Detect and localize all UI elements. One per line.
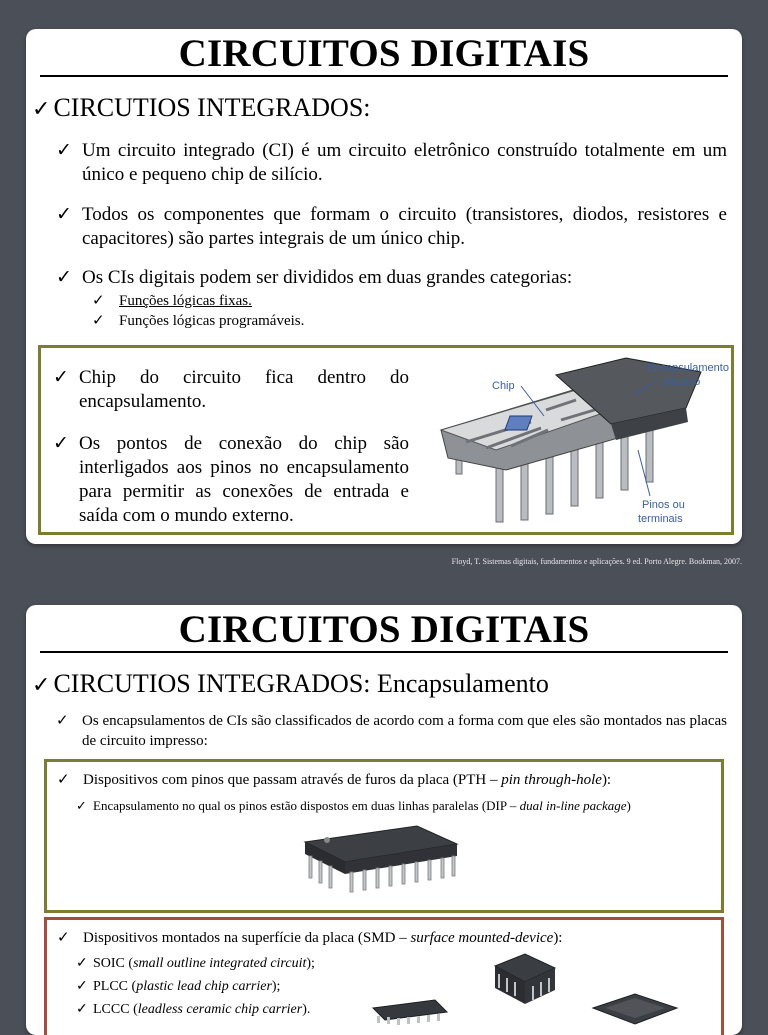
package-label-line2: plástico: [663, 376, 701, 388]
checkmark-icon: ✓: [53, 367, 69, 388]
checkmark-icon: ✓: [32, 672, 51, 697]
checkmark-icon: ✓: [57, 772, 70, 788]
bullet-text: Os pontos de conexão do chip são interligados aos pinos no encapsulamento para permitir as conexões de entrada e saída com o mundo externo.: [79, 433, 409, 526]
soic-text: SOIC (: [93, 956, 134, 971]
checkmark-icon: ✓: [56, 204, 72, 225]
subitem-text: Funções lógicas fixas.: [119, 293, 252, 309]
section-heading-text: CIRCUTIOS INTEGRADOS:: [53, 93, 371, 122]
smd-text: Dispositivos montados na superfície da placa (SMD –: [83, 930, 411, 946]
section-heading-text: CIRCUTIOS INTEGRADOS: Encapsulamento: [53, 669, 549, 698]
slide-title: CIRCUITOS DIGITAIS: [178, 32, 590, 75]
subitem-programmable-logic: [92, 311, 305, 331]
chip-package-box: [38, 345, 734, 535]
subitem-text: Funções lógicas programáveis.: [119, 313, 305, 329]
bullet-item: [56, 266, 727, 290]
pth-text: Dispositivos com pinos que passam através de furos da placa (PTH –: [83, 772, 502, 788]
dip-text-end: ): [626, 798, 631, 813]
smd-packages-illustration: [365, 946, 705, 1035]
section-heading: [32, 93, 371, 123]
pth-box: [44, 759, 724, 913]
checkmark-icon: ✓: [76, 798, 87, 813]
package-label-line1: Encapsulamento: [647, 362, 729, 374]
bullet-text: Todos os componentes que formam o circuito (transistores, diodos, resistores e capacitores) são partes integrais de um único chip.: [82, 204, 727, 249]
checkmark-icon: ✓: [92, 293, 105, 309]
dip-package-illustration: [297, 822, 467, 897]
plcc-text-em: plastic lead chip carrier: [136, 979, 272, 994]
smd-text-em: surface mounted-device: [410, 930, 554, 946]
checkmark-icon: ✓: [56, 713, 69, 729]
pth-text-em: pin through-hole: [501, 772, 602, 788]
checkmark-icon: ✓: [76, 956, 88, 971]
checkmark-icon: ✓: [53, 433, 69, 454]
dip-text-em: dual in-line package: [519, 798, 627, 813]
ic-package-illustration: [426, 350, 732, 532]
smd-box: [44, 917, 724, 1035]
slide-title: CIRCUITOS DIGITAIS: [178, 608, 590, 651]
soic-item: [76, 954, 315, 974]
plcc-text-end: );: [271, 979, 281, 994]
checkmark-icon: ✓: [92, 313, 105, 329]
slide-1: [26, 29, 742, 544]
pins-label-line1: Pinos ou: [642, 499, 685, 511]
title-rule: [40, 651, 728, 653]
lccc-item: [76, 1000, 311, 1020]
title-rule: [40, 75, 728, 77]
soic-text-em: small outline integrated circuit: [133, 956, 307, 971]
lccc-text: LCCC (: [93, 1002, 138, 1017]
checkmark-icon: ✓: [76, 1002, 88, 1017]
checkmark-icon: ✓: [32, 96, 51, 121]
bullet-item: [56, 711, 727, 751]
soic-text-end: );: [306, 956, 315, 971]
bibliographic-reference: Floyd, T. Sistemas digitais, fundamentos e aplicações. 9 ed. Porto Alegre. Bookman, 2007.: [451, 557, 742, 566]
pth-bullet: [57, 770, 713, 790]
chip-label: Chip: [492, 380, 515, 392]
smd-text-end: ):: [553, 930, 563, 946]
plcc-item: [76, 977, 281, 997]
checkmark-icon: ✓: [57, 930, 70, 946]
section-heading: [32, 669, 549, 699]
bullet-item: [56, 203, 727, 251]
pth-text-end: ):: [601, 772, 612, 788]
subitem-fixed-logic: [92, 291, 252, 311]
slide-2: [26, 605, 742, 1035]
bullet-item: [53, 432, 409, 528]
smd-bullet: [57, 928, 713, 948]
plcc-text: PLCC (: [93, 979, 137, 994]
lccc-text-end: ).: [302, 1002, 311, 1017]
bullet-text: Os CIs digitais podem ser divididos em duas grandes categorias:: [82, 267, 573, 288]
lccc-text-em: leadless ceramic chip carrier: [137, 1002, 303, 1017]
dip-text: Encapsulamento no qual os pinos estão dispostos em duas linhas paralelas (DIP –: [93, 798, 520, 813]
checkmark-icon: ✓: [56, 267, 72, 288]
bullet-item: [53, 366, 409, 414]
checkmark-icon: ✓: [56, 140, 72, 161]
bullet-text: Os encapsulamentos de CIs são classificados de acordo com a forma com que eles são montados nas placas de circuito impresso:: [82, 713, 727, 749]
checkmark-icon: ✓: [76, 979, 88, 994]
pins-label-line2: terminais: [638, 513, 683, 525]
dip-subitem: [76, 796, 631, 816]
bullet-item: [56, 139, 727, 187]
bullet-text: Chip do circuito fica dentro do encapsulamento.: [79, 367, 409, 412]
bullet-text: Um circuito integrado (CI) é um circuito eletrônico construído totalmente em um único e pequeno chip de silício.: [82, 140, 727, 185]
